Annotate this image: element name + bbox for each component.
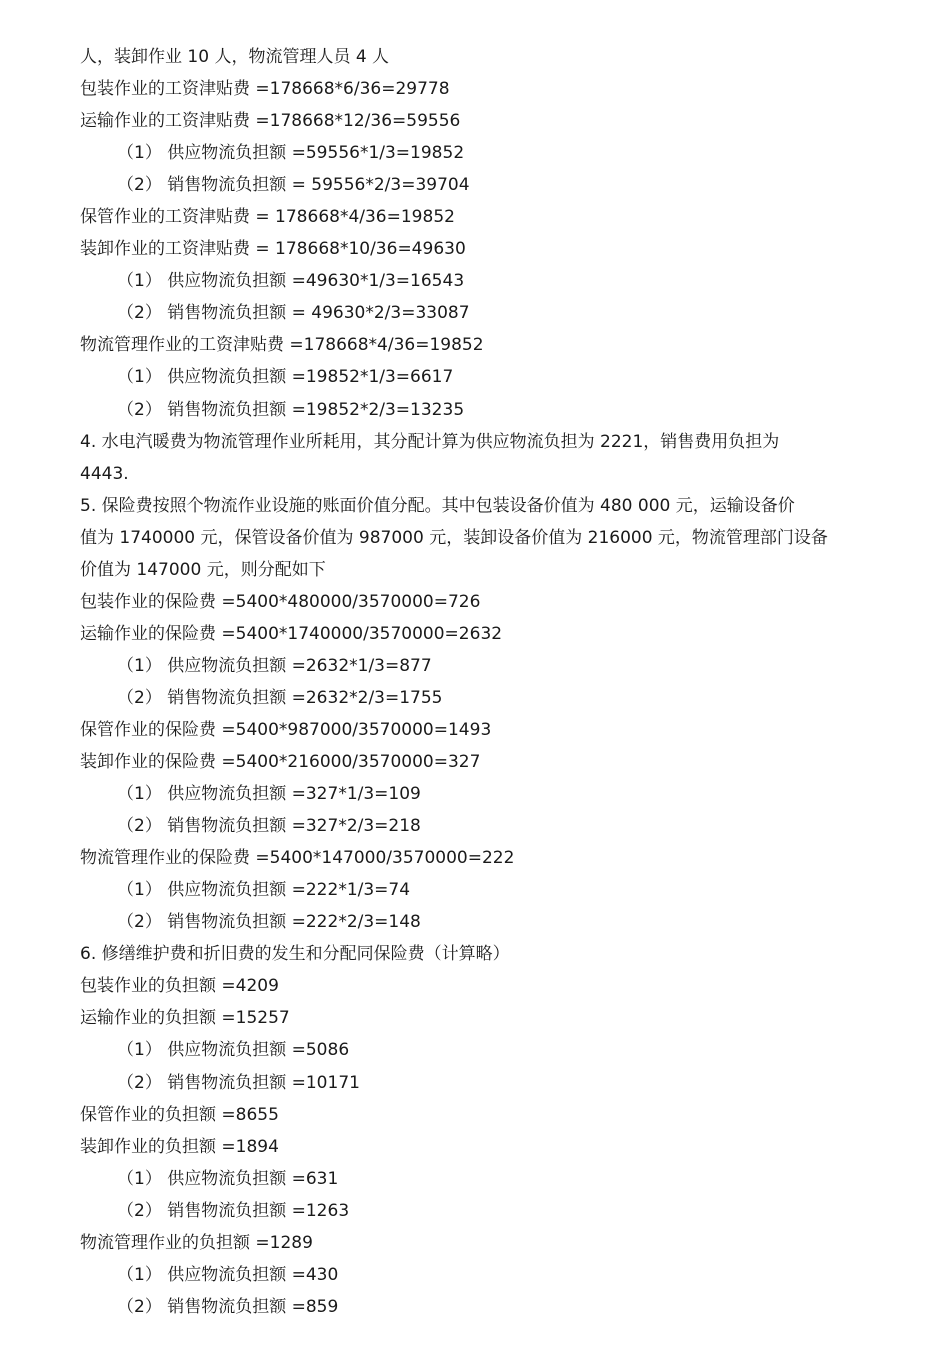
indented-text-line: （2） 销售物流负担额 =10171 xyxy=(117,1072,360,1093)
indented-text-line: （2） 销售物流负担额 =19852*2/3=13235 xyxy=(117,399,465,420)
text-line: 人，装卸作业 10 人，物流管理人员 4 人 xyxy=(80,47,390,67)
text-line: 装卸作业的负担额 =1894 xyxy=(80,1136,279,1157)
text-line: 包装作业的负担额 =4209 xyxy=(80,976,279,997)
indented-text-line: （1） 供应物流负担额 =430 xyxy=(117,1264,339,1285)
text-line: 6. 修缮维护费和折旧费的发生和分配同保险费（计算略） xyxy=(80,944,510,965)
document-body xyxy=(80,41,866,1323)
indented-text-line: （1） 供应物流负担额 =2632*1/3=877 xyxy=(117,655,432,676)
text-line: 装卸作业的工资津贴费 = 178668*10/36=49630 xyxy=(80,239,466,260)
indented-text-line: （2） 销售物流负担额 =2632*2/3=1755 xyxy=(117,687,443,708)
text-line: 物流管理作业的工资津贴费 =178668*4/36=19852 xyxy=(80,335,484,356)
text-line: 保管作业的负担额 =8655 xyxy=(80,1104,279,1125)
indented-text-line: （1） 供应物流负担额 =5086 xyxy=(117,1040,350,1061)
indented-text-line: （1） 供应物流负担额 =222*1/3=74 xyxy=(117,880,411,901)
text-line: 5. 保险费按照个物流作业设施的账面价值分配。其中包装设备价值为 480 000 元，运输设备价 xyxy=(80,495,795,516)
indented-text-line: （2） 销售物流负担额 =859 xyxy=(117,1296,339,1317)
text-line: 运输作业的工资津贴费 =178668*12/36=59556 xyxy=(80,111,461,132)
text-line: 物流管理作业的负担额 =1289 xyxy=(80,1232,313,1253)
indented-text-line: （2） 销售物流负担额 = 49630*2/3=33087 xyxy=(117,303,470,324)
indented-text-line: （2） 销售物流负担额 =222*2/3=148 xyxy=(117,912,421,933)
text-line: 包装作业的保险费 =5400*480000/3570000=726 xyxy=(80,591,481,612)
text-line: 值为 1740000 元，保管设备价值为 987000 元，装卸设备价值为 216000 元，物流管理部门设备 xyxy=(80,527,828,548)
text-line: 运输作业的负担额 =15257 xyxy=(80,1008,290,1029)
indented-text-line: （1） 供应物流负担额 =631 xyxy=(117,1168,339,1189)
text-line: 价值为 147000 元，则分配如下 xyxy=(80,559,326,580)
indented-text-line: （1） 供应物流负担额 =59556*1/3=19852 xyxy=(117,143,465,164)
text-line: 装卸作业的保险费 =5400*216000/3570000=327 xyxy=(80,752,481,773)
indented-text-line: （2） 销售物流负担额 = 59556*2/3=39704 xyxy=(117,175,470,196)
text-line: 4443. xyxy=(80,463,129,484)
indented-text-line: （2） 销售物流负担额 =327*2/3=218 xyxy=(117,816,421,837)
indented-text-line: （1） 供应物流负担额 =49630*1/3=16543 xyxy=(117,271,465,292)
text-line: 4. 水电汽暖费为物流管理作业所耗用，其分配计算为供应物流负担为 2221，销售费用负担为 xyxy=(80,431,780,452)
text-line: 物流管理作业的保险费 =5400*147000/3570000=222 xyxy=(80,848,515,869)
indented-text-line: （2） 销售物流负担额 =1263 xyxy=(117,1200,350,1221)
text-line: 包装作业的工资津贴费 =178668*6/36=29778 xyxy=(80,79,450,100)
indented-text-line: （1） 供应物流负担额 =19852*1/3=6617 xyxy=(117,367,454,388)
indented-text-line: （1） 供应物流负担额 =327*1/3=109 xyxy=(117,784,421,805)
text-line: 保管作业的工资津贴费 = 178668*4/36=19852 xyxy=(80,207,455,228)
text-line: 运输作业的保险费 =5400*1740000/3570000=2632 xyxy=(80,623,503,644)
text-line: 保管作业的保险费 =5400*987000/3570000=1493 xyxy=(80,719,492,740)
